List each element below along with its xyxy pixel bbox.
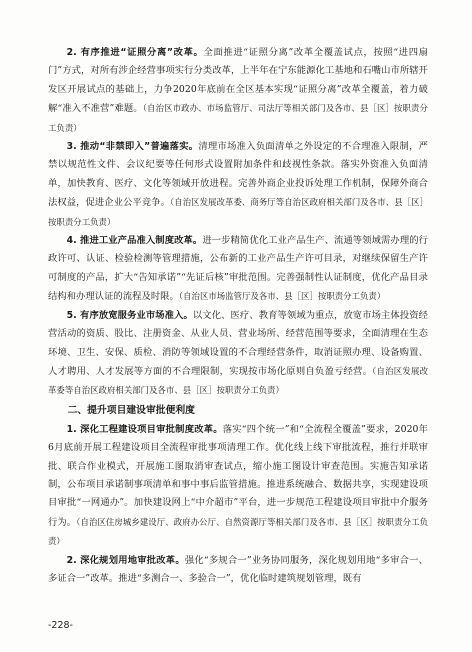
paragraph-lead: 5. 有序放宽服务业市场准入。 [66, 309, 193, 321]
paragraph-text: 落实“四个统一”和“全流程全覆盖”要求，2020年6月底前开展工程建设项目全流程审批事项清理工作。优化线上线下审批流程，推行并联审批、联合作业模式，开展施工图取消审查试点，缩小施工图设计审查范围。实施告知承诺制，公布项目承诺制事项清单和事中事后监管措施。推进系统融合、数据共享，实现建设项目审批“一网通办”。加快建设网上“中介超市”平台，进一步规范工程建设项目审批中介服务行为。 [48, 423, 429, 528]
paragraph-item-5 [48, 307, 428, 401]
paragraph-text: 进一步精简优化工业产品生产、流通等领域需办理的行政许可、认证、检验检测等管理措施，公布新的工业产品生产许可目录，对继续保留生产许可制度的产品，扩大“告知承诺”“先证后核”审批范围。完善强制性认证制度，优化产品目录结构和办理认证的流程及时限。 [48, 235, 428, 303]
paragraph-note: （自治区市政办、市场监管厅、司法厅等相关部门及各市、县［区］按职责分工负责） [48, 103, 428, 133]
paragraph-note: （自治区市场监管厅及各市、县［区］按职责分工负责） [178, 291, 386, 302]
page-number: -228- [48, 620, 73, 631]
paragraph-item-4 [48, 232, 428, 307]
paragraph-note: （自治区发展改革委等自治区政府相关部门及各市、县［区］按职责分工负责） [48, 365, 429, 396]
paragraph-lead: 4. 推进工业产品准入制度改革。 [66, 235, 203, 247]
document-body [48, 44, 428, 588]
paragraph-lead: 2. 有序推进“证照分离”改革。 [66, 47, 204, 58]
paragraph-note: （自治区住房城乡建设厅、政府办公厅、自然资源厅等相关部门及各市、县［区］按职责分工负责） [48, 516, 428, 547]
paragraph-text: 强化“多规合一”业务协同服务，深化规划用地“多审合一、多证合一”改革。推进“多测合一、多验合一”，优化临时建筑规划管理，既有 [48, 554, 429, 584]
paragraph-section2-item-2 [48, 552, 428, 589]
paragraph-text: 以文化、医疗、教育等领域为重点，放宽市场主体投资经营活动的资质、股比、注册资金、从业人员、营业场所、经营范围等要求，全面清理在生态环境、卫生、安保、质检、消防等领域设置的不合理经营条件，取消证照办理、设备购置、人才聘用、人才发展等方面的不合理限制，实现按市场化原则自负盈亏经营。 [48, 309, 428, 377]
paragraph-lead: 2. 深化规划用地审批改革。 [66, 554, 185, 566]
paragraph-text: 全面推进“证照分离”改革全覆盖试点，按照“进四扇门”方式，对所有涉企经营事项实行分类改革，上半年在宁东能源化工基地和石嘴山市所辖开发区开展试点的基础上，力争2020年底前在全区基本实现“证照分离”改革全覆盖，着力破解“准入不准营”难题。 [48, 47, 428, 115]
section-heading: 二、提升项目建设审批便利度 [67, 404, 195, 416]
paragraph-text: 清理市场准入负面清单之外设定的不合理准入限制，严禁以规范性文件、会议纪要等任何形式设置附加条件和歧视性条款。落实外资准入负面清单，加快教育、医疗、文化等领域开放进程。完善外商企业投诉处理工作机制，保障外商合法权益，促进企业公平竞争。 [48, 141, 428, 209]
paragraph-section2-item-1 [48, 421, 428, 552]
paragraph-note: （自治区发展改革委、商务厅等自治区政府相关部门及各市、县［区］按职责分工负责） [48, 197, 428, 227]
paragraph-item-2 [48, 44, 428, 138]
paragraph-lead: 3. 推动“非禁即入”普遍落实。 [66, 141, 199, 153]
paragraph-item-3 [48, 138, 428, 232]
paragraph-lead: 1. 深化工程建设项目审批制度改革。 [66, 423, 223, 435]
